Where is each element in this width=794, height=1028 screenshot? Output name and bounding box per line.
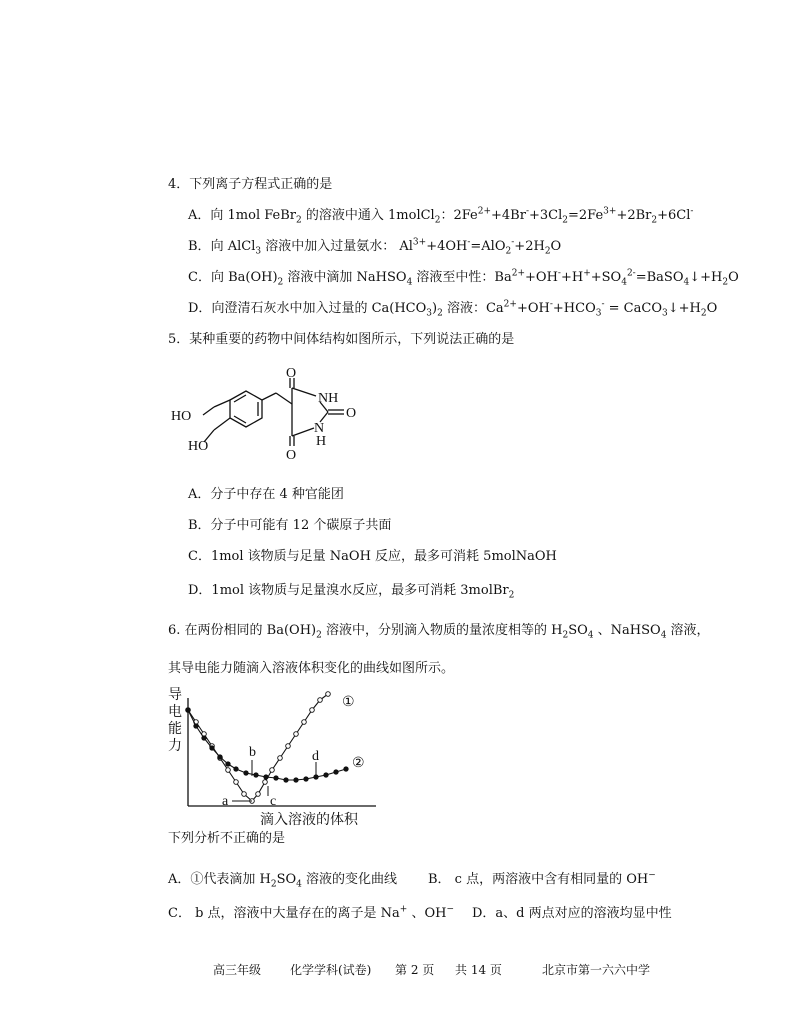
curve2-marks-marker xyxy=(210,746,214,750)
curve-1-label: ① xyxy=(342,695,355,710)
footer-school: 北京市第一六六中学 xyxy=(542,963,651,977)
y-label-4: 力 xyxy=(168,739,182,754)
curve-1-points xyxy=(186,692,331,804)
q5-option-b: B．分子中可能有 12 个碳原子共面 xyxy=(188,518,392,533)
curve2-marks-marker xyxy=(202,736,206,740)
q6-stem: 6. 在两份相同的 $Ba(OH)_2$ 溶液中，分别滴入物质的量浓度相等的 $H_2SO_4$ 、NaHSO$_4$ 溶液， xyxy=(168,623,710,641)
q6-option-a: A．①代表滴加 $H_2SO_4$ 溶液的变化曲线 xyxy=(168,872,398,890)
q5-stem: 5．某种重要的药物中间体结构如图所示，下列说法正确的是 xyxy=(168,332,515,347)
x-axis-label: 滴入溶液的体积 xyxy=(260,813,358,828)
curve1-marks-marker xyxy=(302,720,307,725)
q5-option-c: C．1mol 该物质与足量 NaOH 反应，最多可消耗 5molNaOH xyxy=(188,549,557,564)
q6-stem-line2: 其导电能力随滴入溶液体积变化的曲线如图所示。 xyxy=(168,661,455,676)
curve-1 xyxy=(188,694,328,801)
curve2-marks-marker xyxy=(218,755,222,759)
ho-label-2: HO xyxy=(188,439,209,454)
point-c-label: c xyxy=(270,794,277,809)
footer-total: 共 14 页 xyxy=(455,963,502,977)
curve1-marks-marker xyxy=(270,768,275,773)
conductivity-graph xyxy=(166,684,396,830)
curve1-marks-marker xyxy=(326,692,331,697)
footer-grade: 高三年级 xyxy=(213,963,262,977)
curve1-marks-marker xyxy=(256,792,261,797)
q6-option-d: D．a、d 两点对应的溶液均显中性 xyxy=(472,906,672,921)
n-bottom: N xyxy=(314,421,325,436)
molecule-structure xyxy=(168,362,378,467)
footer-page: 第 2 页 xyxy=(395,963,435,977)
curve1-marks-marker xyxy=(234,780,239,785)
curve2-marks-marker xyxy=(234,767,238,771)
oxygen-right: O xyxy=(346,406,357,421)
q4-stem: 4．下列离子方程式正确的是 xyxy=(168,177,333,192)
q5-option-d: D．1mol 该物质与足量溴水反应，最多可消耗 3molBr$_2$ xyxy=(188,583,515,601)
oxygen-top: O xyxy=(286,366,297,381)
q6-option-b: B． c 点，两溶液中含有相同量的 OH− xyxy=(428,870,656,887)
curve2-marks-marker xyxy=(274,776,278,780)
curve1-marks-marker xyxy=(310,708,315,713)
oxygen-bottom: O xyxy=(286,448,297,463)
curve1-marks-marker xyxy=(242,792,247,797)
q4-option-a: A．向 1mol FeBr$_2$ 的溶液中通入 1molCl$_2$：$2Fe^{2+}+4Br^-+3Cl_2=2Fe^{3+}+2Br_2+6Cl^-$ xyxy=(188,206,694,226)
point-b-label: b xyxy=(249,745,256,760)
q4-option-b: B．向 AlCl$_3$ 溶液中加入过量氨水： $Al^{3+}+4OH^-=AlO_2^-+2H_2O$ xyxy=(188,237,562,257)
curve2-marks-marker xyxy=(284,778,288,782)
curve1-marks-marker xyxy=(263,780,268,785)
curve2-marks-marker xyxy=(194,724,198,728)
point-d-label: d xyxy=(312,749,319,764)
y-label-2: 电 xyxy=(168,705,182,720)
curve1-marks-marker xyxy=(226,768,231,773)
curve1-marks-marker xyxy=(278,756,283,761)
curve-2-label: ② xyxy=(352,756,365,771)
curve1-marks-marker xyxy=(318,698,323,703)
curve2-marks-marker xyxy=(324,773,328,777)
curve2-marks-marker xyxy=(304,777,308,781)
q4-option-d: D．向澄清石灰水中加入过量的 $Ca(HCO_3)_2$ 溶液：$Ca^{2+}+OH^-+HCO_3^-$ = $CaCO_3↓+H_2O$ xyxy=(188,299,718,319)
q6-option-c: C． b 点，溶液中大量存在的离子是 Na+ 、OH− xyxy=(168,904,455,921)
curve2-marks-marker xyxy=(226,762,230,766)
ho-label-1: HO xyxy=(171,409,192,424)
curve2-marks-marker xyxy=(264,775,268,779)
curve1-marks-marker xyxy=(294,732,299,737)
nh-top: NH xyxy=(318,391,339,406)
curve2-marks-marker xyxy=(294,778,298,782)
curve2-marks-marker xyxy=(254,773,258,777)
q4-option-c: C．向 $Ba(OH)_2$ 溶液中滴加 NaHSO$_4$ 溶液至中性：$Ba^{2+}+OH^-+H^++SO_4^{2-}=BaSO_4↓+H_2O$ xyxy=(188,268,739,288)
y-label-3: 能 xyxy=(168,722,182,737)
point-a-label: a xyxy=(222,794,229,809)
footer-subject: 化学学科(试卷) xyxy=(290,963,372,977)
curve1-marks-marker xyxy=(286,744,291,749)
q6-analysis-prompt: 下列分析不正确的是 xyxy=(168,831,286,846)
curve2-marks-marker xyxy=(244,771,248,775)
q5-option-a: A．分子中存在 4 种官能团 xyxy=(188,487,344,502)
curve2-marks-marker xyxy=(186,708,190,712)
curve2-marks-marker xyxy=(334,770,338,774)
h-bottom: H xyxy=(316,434,327,449)
curve2-marks-marker xyxy=(344,767,348,771)
y-label-1: 导 xyxy=(168,688,182,703)
